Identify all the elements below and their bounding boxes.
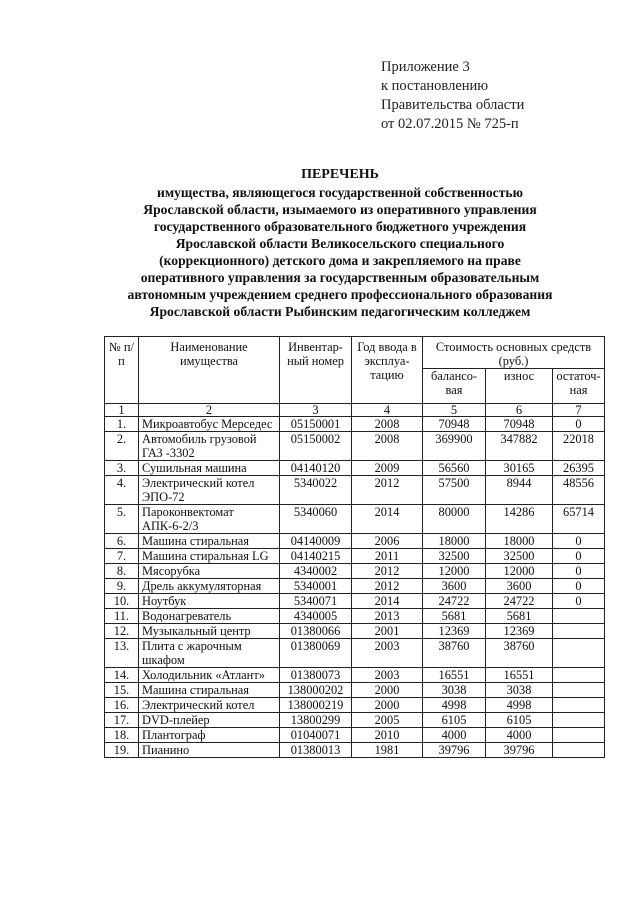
- title-heading: ПЕРЕЧЕНЬ: [301, 167, 379, 182]
- cell-wear: 347882: [486, 432, 553, 461]
- cell-balance: 5681: [423, 609, 486, 624]
- cell-year: 2001: [352, 624, 423, 639]
- cell-residual: 48556: [553, 476, 605, 505]
- cell-inventory: 05150002: [280, 432, 352, 461]
- cell-name: Микроавтобус Мерседес: [139, 417, 280, 432]
- cell-balance: 56560: [423, 461, 486, 476]
- cell-year: 2014: [352, 505, 423, 534]
- cell-name: Музыкальный центр: [139, 624, 280, 639]
- cell-wear: 38760: [486, 639, 553, 668]
- cell-wear: 3600: [486, 579, 553, 594]
- table-row: [105, 609, 605, 624]
- index-cell: 2: [139, 404, 280, 417]
- title-line: имущества, являющегося государственной собственностью: [157, 185, 523, 200]
- cell-balance: 16551: [423, 668, 486, 683]
- cell-year: 2011: [352, 549, 423, 564]
- cell-residual: [553, 743, 605, 758]
- cell-num: 14.: [105, 668, 139, 683]
- cell-num: 17.: [105, 713, 139, 728]
- cell-balance: 39796: [423, 743, 486, 758]
- cell-residual: [553, 698, 605, 713]
- cell-name: Машина стиральная: [139, 534, 280, 549]
- table-row: [105, 432, 605, 461]
- cell-num: 10.: [105, 594, 139, 609]
- cell-inventory: 138000219: [280, 698, 352, 713]
- cell-balance: 18000: [423, 534, 486, 549]
- cell-name: Дрель аккумуляторная: [139, 579, 280, 594]
- header-cost-group: Стоимость основных средств (руб.): [423, 337, 605, 369]
- document-title: [30, 166, 640, 320]
- cell-wear: 8944: [486, 476, 553, 505]
- cell-inventory: 01380013: [280, 743, 352, 758]
- cell-year: 2000: [352, 698, 423, 713]
- cell-num: 8.: [105, 564, 139, 579]
- table-row: [105, 549, 605, 564]
- cell-wear: 30165: [486, 461, 553, 476]
- cell-num: 9.: [105, 579, 139, 594]
- cell-balance: 6105: [423, 713, 486, 728]
- cell-inventory: 5340022: [280, 476, 352, 505]
- cell-name: Водонагреватель: [139, 609, 280, 624]
- table-header-row: [105, 337, 605, 369]
- index-cell: 7: [553, 404, 605, 417]
- cell-wear: 32500: [486, 549, 553, 564]
- cell-residual: 0: [553, 564, 605, 579]
- cell-inventory: 138000202: [280, 683, 352, 698]
- cell-residual: 0: [553, 549, 605, 564]
- appendix-line: от 02.07.2015 № 725-п: [381, 116, 519, 132]
- table-row: [105, 476, 605, 505]
- table-row: [105, 668, 605, 683]
- cell-inventory: 01380073: [280, 668, 352, 683]
- assets-table: [104, 336, 605, 758]
- cell-wear: 24722: [486, 594, 553, 609]
- table-row: [105, 624, 605, 639]
- cell-inventory: 05150001: [280, 417, 352, 432]
- cell-name: Машина стиральная LG: [139, 549, 280, 564]
- table-row: [105, 713, 605, 728]
- cell-balance: 38760: [423, 639, 486, 668]
- table-row: [105, 564, 605, 579]
- cell-wear: 14286: [486, 505, 553, 534]
- table-row: [105, 505, 605, 534]
- cell-inventory: 4340002: [280, 564, 352, 579]
- cell-num: 11.: [105, 609, 139, 624]
- cell-wear: 12369: [486, 624, 553, 639]
- table-row: [105, 639, 605, 668]
- header-wear: износ: [486, 369, 553, 404]
- header-inventory: Инвентар-ный номер: [280, 337, 352, 404]
- cell-name: Пианино: [139, 743, 280, 758]
- table-row: [105, 534, 605, 549]
- cell-num: 4.: [105, 476, 139, 505]
- cell-name: Холодильник «Атлант»: [139, 668, 280, 683]
- cell-year: 2006: [352, 534, 423, 549]
- cell-residual: [553, 713, 605, 728]
- cell-num: 13.: [105, 639, 139, 668]
- header-name: Наименование имущества: [139, 337, 280, 404]
- cell-name: Машина стиральная: [139, 683, 280, 698]
- cell-num: 5.: [105, 505, 139, 534]
- cell-name: Ноутбук: [139, 594, 280, 609]
- cell-num: 15.: [105, 683, 139, 698]
- cell-name: Мясорубка: [139, 564, 280, 579]
- table-row: [105, 728, 605, 743]
- cell-residual: [553, 639, 605, 668]
- cell-year: 1981: [352, 743, 423, 758]
- cell-name: Сушильная машина: [139, 461, 280, 476]
- cell-residual: [553, 683, 605, 698]
- index-cell: 1: [105, 404, 139, 417]
- cell-year: 2000: [352, 683, 423, 698]
- cell-name: Пароконвектомат АПК-6-2/3: [139, 505, 280, 534]
- cell-residual: 0: [553, 579, 605, 594]
- cell-balance: 3600: [423, 579, 486, 594]
- cell-balance: 32500: [423, 549, 486, 564]
- cell-inventory: 5340071: [280, 594, 352, 609]
- cell-num: 19.: [105, 743, 139, 758]
- cell-year: 2013: [352, 609, 423, 624]
- cell-inventory: 5340060: [280, 505, 352, 534]
- cell-year: 2008: [352, 417, 423, 432]
- table-row: [105, 579, 605, 594]
- table-row: [105, 683, 605, 698]
- cell-num: 6.: [105, 534, 139, 549]
- cell-residual: 22018: [553, 432, 605, 461]
- table-index-row: [105, 404, 605, 417]
- cell-name: Электрический котел: [139, 698, 280, 713]
- cell-name: Автомобиль грузовой ГАЗ -3302: [139, 432, 280, 461]
- cell-balance: 57500: [423, 476, 486, 505]
- cell-name: Плантограф: [139, 728, 280, 743]
- cell-num: 12.: [105, 624, 139, 639]
- cell-year: 2012: [352, 564, 423, 579]
- index-cell: 3: [280, 404, 352, 417]
- cell-inventory: 4340005: [280, 609, 352, 624]
- cell-balance: 4000: [423, 728, 486, 743]
- cell-wear: 70948: [486, 417, 553, 432]
- cell-balance: 3038: [423, 683, 486, 698]
- title-line: (коррекционного) детского дома и закрепляемого на праве: [159, 253, 521, 268]
- appendix-line: к постановлению: [381, 78, 489, 94]
- title-line: оперативного управления за государственным образовательным: [140, 270, 540, 285]
- cell-residual: [553, 728, 605, 743]
- cell-num: 7.: [105, 549, 139, 564]
- cell-inventory: 13800299: [280, 713, 352, 728]
- cell-year: 2012: [352, 476, 423, 505]
- cell-year: 2010: [352, 728, 423, 743]
- title-line: Ярославской области Великосельского специального: [175, 236, 505, 251]
- cell-wear: 18000: [486, 534, 553, 549]
- cell-balance: 12000: [423, 564, 486, 579]
- cell-year: 2005: [352, 713, 423, 728]
- cell-balance: 24722: [423, 594, 486, 609]
- cell-inventory: 5340001: [280, 579, 352, 594]
- appendix-line: Приложение 3: [381, 59, 470, 75]
- index-cell: 4: [352, 404, 423, 417]
- cell-year: 2009: [352, 461, 423, 476]
- cell-year: 2012: [352, 579, 423, 594]
- cell-inventory: 04140120: [280, 461, 352, 476]
- cell-num: 3.: [105, 461, 139, 476]
- title-line: государственного образовательного бюджетного учреждения: [153, 219, 527, 234]
- table-row: [105, 698, 605, 713]
- cell-year: 2003: [352, 639, 423, 668]
- cell-wear: 12000: [486, 564, 553, 579]
- title-line: автономным учреждением среднего профессионального образования: [127, 287, 553, 302]
- title-line: Ярославской области Рыбинским педагогическим колледжем: [149, 304, 531, 319]
- cell-year: 2003: [352, 668, 423, 683]
- cell-residual: 0: [553, 417, 605, 432]
- cell-residual: [553, 668, 605, 683]
- table-row: [105, 594, 605, 609]
- table-body: [105, 417, 605, 758]
- cell-inventory: 04140215: [280, 549, 352, 564]
- cell-num: 16.: [105, 698, 139, 713]
- cell-wear: 16551: [486, 668, 553, 683]
- cell-year: 2014: [352, 594, 423, 609]
- cell-inventory: 01380066: [280, 624, 352, 639]
- cell-num: 18.: [105, 728, 139, 743]
- appendix-line: Правительства области: [381, 97, 525, 113]
- cell-residual: 0: [553, 534, 605, 549]
- appendix-header: [381, 58, 524, 134]
- cell-wear: 3038: [486, 683, 553, 698]
- table-row: [105, 743, 605, 758]
- cell-residual: 0: [553, 594, 605, 609]
- cell-balance: 369900: [423, 432, 486, 461]
- cell-residual: 65714: [553, 505, 605, 534]
- cell-year: 2008: [352, 432, 423, 461]
- cell-name: Плита с жарочным шкафом: [139, 639, 280, 668]
- cell-balance: 4998: [423, 698, 486, 713]
- cell-wear: 5681: [486, 609, 553, 624]
- table-row: [105, 417, 605, 432]
- cell-wear: 39796: [486, 743, 553, 758]
- cell-inventory: 01380069: [280, 639, 352, 668]
- cell-inventory: 01040071: [280, 728, 352, 743]
- index-cell: 5: [423, 404, 486, 417]
- cell-inventory: 04140009: [280, 534, 352, 549]
- cell-residual: [553, 624, 605, 639]
- title-line: Ярославской области, изымаемого из оперативного управления: [143, 202, 537, 217]
- cell-wear: 6105: [486, 713, 553, 728]
- cell-balance: 80000: [423, 505, 486, 534]
- cell-balance: 12369: [423, 624, 486, 639]
- header-residual: остаточ-ная: [553, 369, 605, 404]
- header-num: № п/п: [105, 337, 139, 404]
- cell-num: 1.: [105, 417, 139, 432]
- cell-name: Электрический котел ЭПО-72: [139, 476, 280, 505]
- cell-residual: 26395: [553, 461, 605, 476]
- table-row: [105, 461, 605, 476]
- cell-balance: 70948: [423, 417, 486, 432]
- cell-residual: [553, 609, 605, 624]
- index-cell: 6: [486, 404, 553, 417]
- cell-name: DVD-плейер: [139, 713, 280, 728]
- header-balance: балансо-вая: [423, 369, 486, 404]
- cell-wear: 4998: [486, 698, 553, 713]
- cell-num: 2.: [105, 432, 139, 461]
- cell-wear: 4000: [486, 728, 553, 743]
- header-year: Год ввода в эксплуа-тацию: [352, 337, 423, 404]
